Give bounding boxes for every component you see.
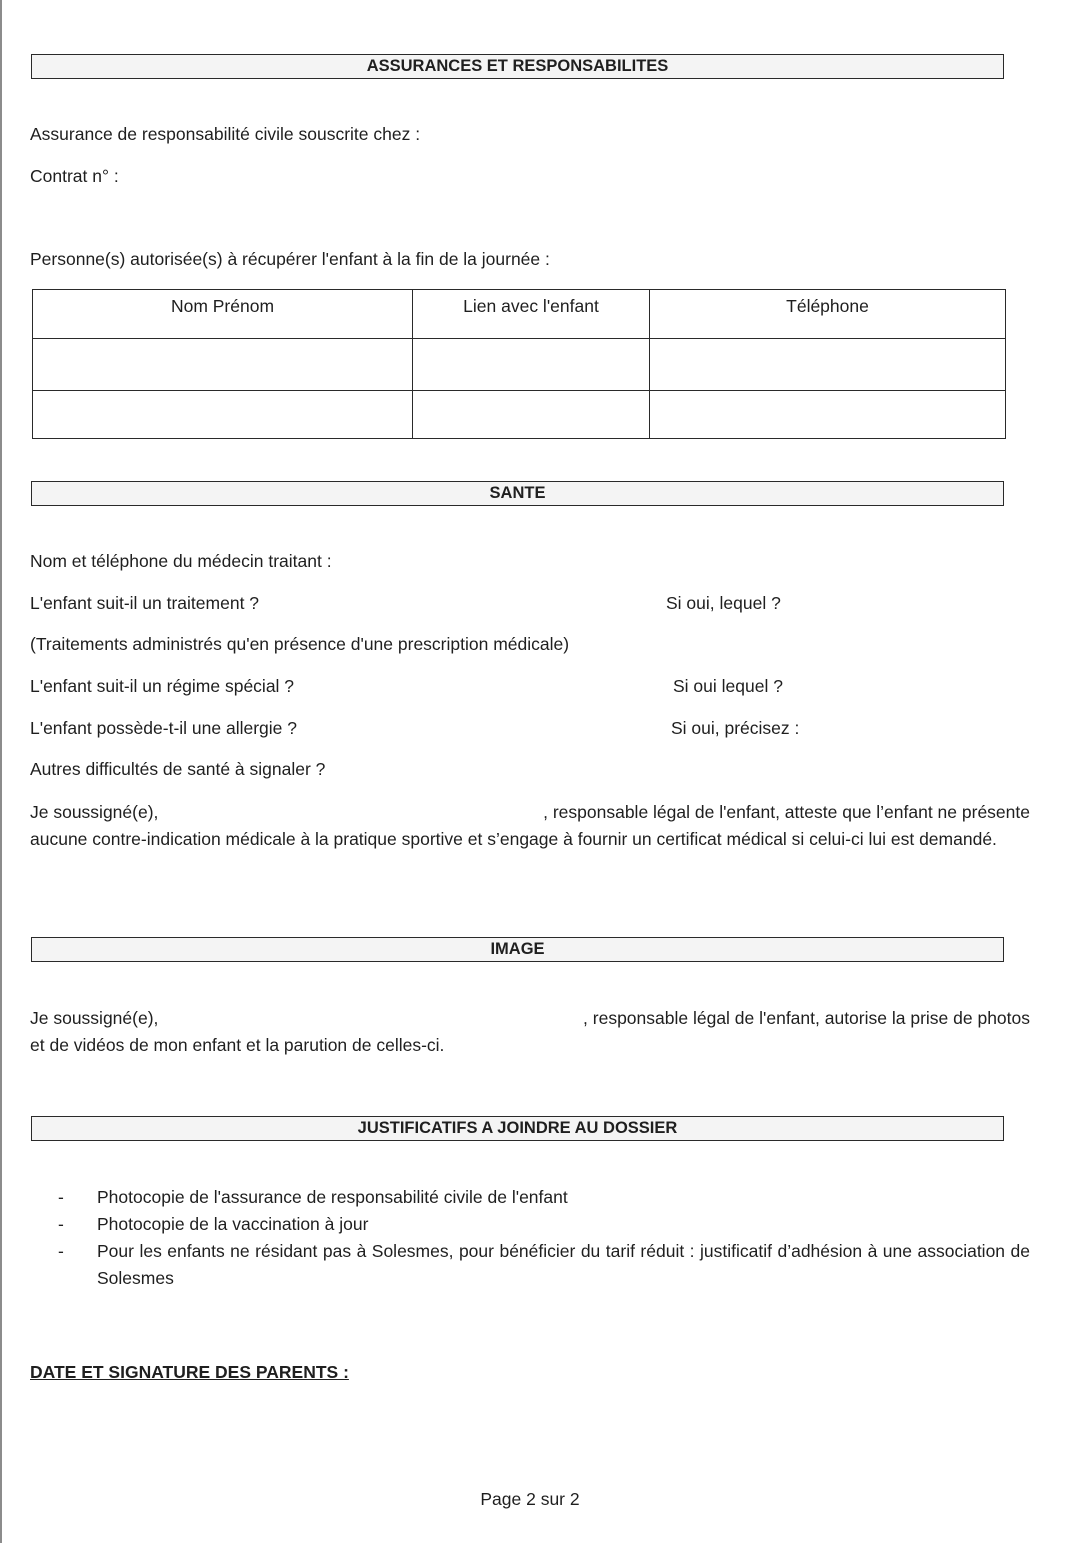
doctor-label: Nom et téléphone du médecin traitant : bbox=[30, 551, 332, 571]
table-row bbox=[33, 391, 1006, 439]
treatment-question: L'enfant suit-il un traitement ? bbox=[30, 593, 260, 613]
table-cell-relation[interactable] bbox=[413, 339, 650, 391]
list-item-text: Photocopie de la vaccination à jour bbox=[97, 1214, 369, 1234]
contract-number-label: Contrat n° : bbox=[30, 166, 119, 186]
health-declaration-end: , responsable légal de l'enfant, atteste que l’enfant ne présente bbox=[543, 802, 1030, 822]
table-cell-name[interactable] bbox=[33, 339, 413, 391]
image-declaration-end: , responsable légal de l'enfant, autorise la prise de photos bbox=[583, 1008, 1030, 1028]
list-item-text: Pour les enfants ne résidant pas à Solesmes, pour bénéficier du tarif réduit : justificatif d’adhésion à une association de Solesmes bbox=[97, 1241, 1030, 1288]
column-header-relation: Lien avec l'enfant bbox=[413, 290, 650, 339]
image-declaration-start: Je soussigné(e), bbox=[30, 1008, 159, 1028]
list-item bbox=[58, 1184, 1030, 1211]
list-item-text: Photocopie de l'assurance de responsabilité civile de l'enfant bbox=[97, 1187, 568, 1207]
list-item bbox=[58, 1211, 1030, 1238]
column-header-phone: Téléphone bbox=[650, 290, 1006, 339]
page-edge bbox=[0, 0, 2, 1543]
bullet-dash: - bbox=[58, 1187, 64, 1207]
column-header-name: Nom Prénom bbox=[33, 290, 413, 339]
bullet-dash: - bbox=[58, 1241, 64, 1261]
treatment-followup: Si oui, lequel ? bbox=[666, 593, 781, 613]
table-cell-name[interactable] bbox=[33, 391, 413, 439]
insurer-label: Assurance de responsabilité civile souscrite chez : bbox=[30, 124, 421, 144]
allergy-followup: Si oui, précisez : bbox=[671, 718, 800, 738]
image-declaration-rest: et de vidéos de mon enfant et la parution de celles-ci. bbox=[30, 1035, 445, 1055]
health-declaration-rest: aucune contre-indication médicale à la pratique sportive et s’engage à fournir un certificat médical si celui-ci lui est demandé. bbox=[30, 829, 997, 849]
page-number: Page 2 sur 2 bbox=[480, 1489, 580, 1509]
table-cell-phone[interactable] bbox=[650, 339, 1006, 391]
authorized-persons-label: Personne(s) autorisée(s) à récupérer l'enfant à la fin de la journée : bbox=[30, 249, 550, 269]
signature-label: DATE ET SIGNATURE DES PARENTS : bbox=[30, 1362, 349, 1382]
treatment-note: (Traitements administrés qu'en présence d'une prescription médicale) bbox=[30, 634, 570, 654]
section-header-image: IMAGE bbox=[31, 937, 1004, 962]
table-cell-phone[interactable] bbox=[650, 391, 1006, 439]
table-header-row bbox=[33, 290, 1006, 339]
health-declaration bbox=[30, 799, 1030, 853]
table-row bbox=[33, 339, 1006, 391]
documents-list bbox=[58, 1184, 1030, 1292]
health-declaration-start: Je soussigné(e), bbox=[30, 802, 159, 822]
bullet-dash: - bbox=[58, 1214, 64, 1234]
list-item bbox=[58, 1238, 1030, 1292]
section-header-documents: JUSTIFICATIFS A JOINDRE AU DOSSIER bbox=[31, 1116, 1004, 1141]
image-declaration bbox=[30, 1005, 1030, 1059]
diet-followup: Si oui lequel ? bbox=[673, 676, 783, 696]
other-issues-question: Autres difficultés de santé à signaler ? bbox=[30, 759, 326, 779]
table-cell-relation[interactable] bbox=[413, 391, 650, 439]
authorized-persons-table bbox=[32, 289, 1006, 439]
allergy-question: L'enfant possède-t-il une allergie ? bbox=[30, 718, 297, 738]
section-header-insurance: ASSURANCES ET RESPONSABILITES bbox=[31, 54, 1004, 79]
section-header-health: SANTE bbox=[31, 481, 1004, 506]
diet-question: L'enfant suit-il un régime spécial ? bbox=[30, 676, 295, 696]
